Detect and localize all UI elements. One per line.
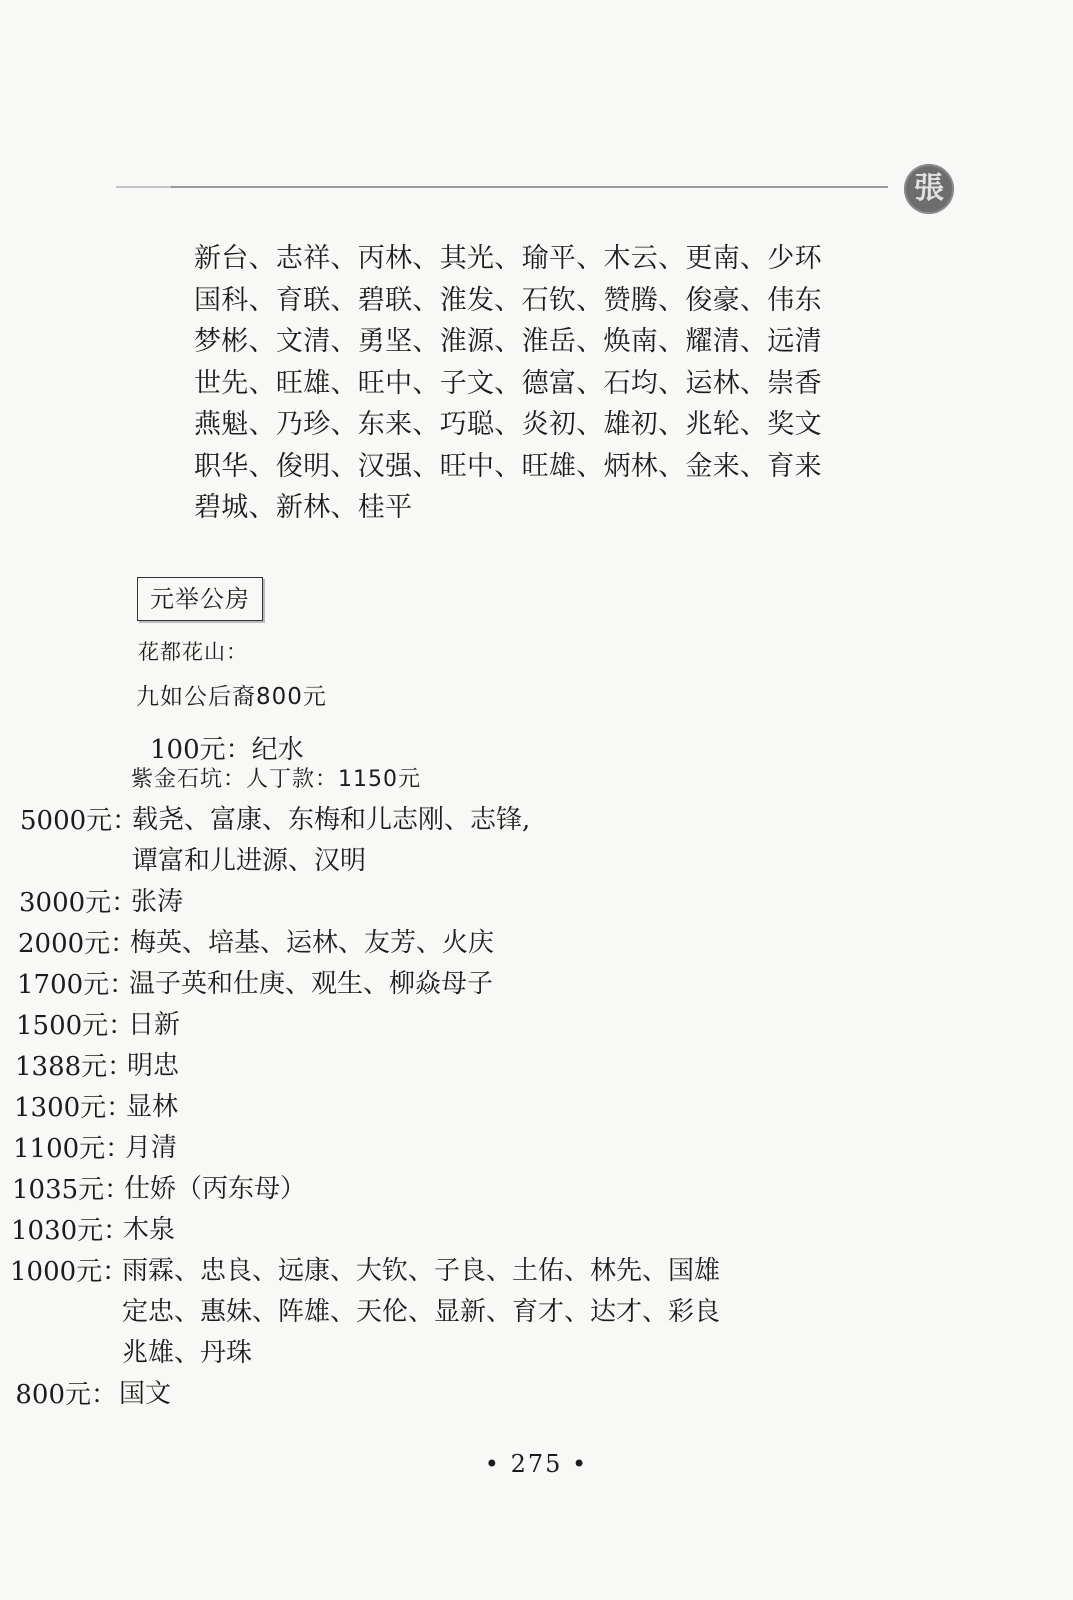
donation-row (15, 1046, 180, 1083)
names-line: 燕魁、乃珍、东来、巧聪、炎初、雄初、兆轮、奖文 (194, 409, 822, 440)
section-title: 元举公房 (137, 577, 263, 621)
seal-character: 張 (914, 171, 944, 206)
names-line: 新台、志祥、丙林、其光、瑜平、木云、更南、少环 (194, 243, 822, 274)
header-rule (118, 186, 888, 188)
donation-names: 温子英和仕庚、观生、柳焱母子 (129, 969, 494, 999)
location-label: 花都花山： (138, 640, 248, 664)
donation-row (19, 882, 184, 919)
donation-names: 雨霖、忠良、远康、大钦、子良、土佑、林先、国雄 (122, 1256, 721, 1286)
donation-row (11, 1210, 176, 1247)
donation-names: 木泉 (123, 1215, 176, 1245)
donation-amount: 1500元： (16, 1011, 135, 1041)
donation-names: 定忠、惠妹、阵雄、天伦、显新、育才、达才、彩良 (122, 1297, 721, 1327)
donation-row (20, 800, 531, 876)
donation-names: 载尧、富康、东梅和儿志刚、志锋, (132, 805, 531, 835)
names-line: 碧城、新林、桂平 (194, 492, 413, 523)
names-line: 世先、旺雄、旺中、子文、德富、石均、运林、崇香 (194, 367, 822, 399)
donation-names: 谭富和儿进源、汉明 (132, 846, 367, 876)
names-line: 国科、育联、碧联、淮发、石钦、赞腾、俊豪、伟东 (194, 284, 822, 316)
donation-names: 明忠 (127, 1051, 180, 1081)
zhang-seal-icon (904, 164, 954, 214)
donation-names: 仕娇（丙东母） (124, 1174, 307, 1204)
names-block (194, 238, 854, 529)
donation-row (7, 1374, 172, 1411)
donation-names: 显林 (126, 1092, 179, 1122)
donation-row (14, 1087, 179, 1124)
donation-names: 张涛 (131, 887, 184, 917)
donation-amount: 5000元： (20, 806, 139, 836)
donation-amount: 3000元： (19, 888, 138, 918)
donation-amount: 800元： (15, 1380, 117, 1410)
donation-amount: 1300元： (14, 1093, 133, 1123)
intro-line: 100元：纪水 (150, 735, 304, 765)
donation-amount: 2000元： (18, 929, 137, 959)
donation-row (10, 1251, 721, 1368)
donation-row (16, 1005, 181, 1042)
donation-row (18, 923, 495, 960)
donation-names: 月清 (125, 1133, 178, 1163)
village-line: 紫金石坑：人丁款：1150元 (131, 767, 421, 792)
donation-amount: 1030元： (11, 1216, 130, 1246)
donation-names: 梅英、培基、运林、友芳、火庆 (130, 928, 495, 958)
donation-amount: 1035元： (12, 1175, 131, 1205)
donation-amount: 1100元： (13, 1134, 132, 1164)
donation-names: 日新 (128, 1010, 181, 1040)
donation-row (12, 1169, 307, 1206)
names-line: 梦彬、文清、勇坚、淮源、淮岳、焕南、耀清、远清 (194, 326, 822, 357)
names-line: 职华、俊明、汉强、旺中、旺雄、炳林、金来、育来 (194, 450, 822, 482)
donation-names: 兆雄、丹珠 (122, 1338, 253, 1368)
donation-row (17, 964, 494, 1001)
donation-amount: 1388元： (15, 1052, 134, 1082)
donation-amount: 1700元： (17, 970, 136, 1000)
donation-amount: 1000元： (10, 1257, 129, 1287)
donation-names: 国文 (119, 1379, 172, 1409)
donation-row (13, 1128, 178, 1165)
descendants-line: 九如公后裔800元 (136, 684, 327, 710)
page-number: • 275 • (484, 1450, 589, 1478)
